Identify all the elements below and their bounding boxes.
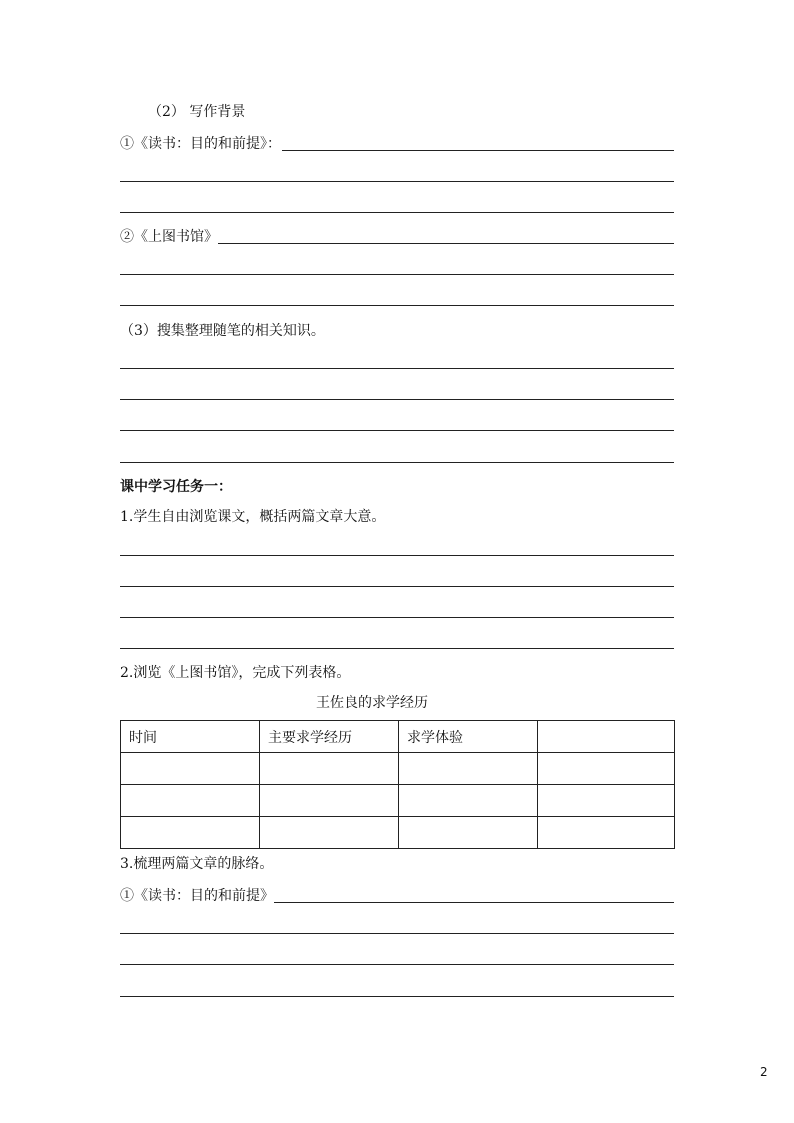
section3-answer-line-1[interactable] <box>120 368 674 369</box>
item2-answer-line[interactable] <box>218 243 674 244</box>
table-cell[interactable] <box>121 753 260 785</box>
table-cell[interactable] <box>538 785 675 817</box>
item2-label: ②《上图书馆》 <box>120 229 218 245</box>
q3-answer-line-3[interactable] <box>120 964 674 965</box>
table-row <box>121 753 675 785</box>
table-cell[interactable] <box>260 817 399 849</box>
q3-item1-label: ①《读书：目的和前提》 <box>120 888 274 904</box>
study-experience-table <box>120 720 675 849</box>
question-2: 2.浏览《上图书馆》，完成下列表格。 <box>120 665 351 681</box>
q3-answer-line-4[interactable] <box>120 996 674 997</box>
header-experience: 主要求学经历 <box>260 721 399 753</box>
header-feeling: 求学体验 <box>399 721 538 753</box>
table-cell[interactable] <box>399 785 538 817</box>
header-blank <box>538 721 675 753</box>
table-cell[interactable] <box>538 753 675 785</box>
item1-answer-line-2[interactable] <box>120 181 674 182</box>
page-number: 2 <box>760 1065 768 1079</box>
q1-answer-line-2[interactable] <box>120 586 674 587</box>
table-cell[interactable] <box>399 817 538 849</box>
section3-heading: （3）搜集整理随笔的相关知识。 <box>120 323 325 339</box>
section3-answer-line-3[interactable] <box>120 430 674 431</box>
q3-answer-line-2[interactable] <box>120 933 674 934</box>
table-cell[interactable] <box>538 817 675 849</box>
table-row <box>121 817 675 849</box>
section3-answer-line-4[interactable] <box>120 462 674 463</box>
item1-answer-line-3[interactable] <box>120 212 674 213</box>
q3-item1-answer-line[interactable] <box>274 902 674 903</box>
section2-heading: （2） 写作背景 <box>148 104 246 120</box>
table-row <box>121 785 675 817</box>
table-cell[interactable] <box>399 753 538 785</box>
question-3: 3.梳理两篇文章的脉络。 <box>120 856 274 872</box>
item1-answer-line[interactable] <box>282 150 674 151</box>
table-cell[interactable] <box>260 785 399 817</box>
task1-heading: 课中学习任务一： <box>120 479 232 495</box>
item2-answer-line-2[interactable] <box>120 274 674 275</box>
q1-answer-line-4[interactable] <box>120 648 674 649</box>
q1-answer-line-3[interactable] <box>120 617 674 618</box>
q1-answer-line-1[interactable] <box>120 555 674 556</box>
table-cell[interactable] <box>260 753 399 785</box>
table-title: 王佐良的求学经历 <box>316 695 428 711</box>
item2-answer-line-3[interactable] <box>120 305 674 306</box>
question-1: 1.学生自由浏览课文，概括两篇文章大意。 <box>120 509 386 525</box>
section3-answer-line-2[interactable] <box>120 399 674 400</box>
item1-label: ①《读书：目的和前提》： <box>120 136 281 152</box>
table-cell[interactable] <box>121 785 260 817</box>
table-cell[interactable] <box>121 817 260 849</box>
table-header-row <box>121 721 675 753</box>
header-time: 时间 <box>121 721 260 753</box>
